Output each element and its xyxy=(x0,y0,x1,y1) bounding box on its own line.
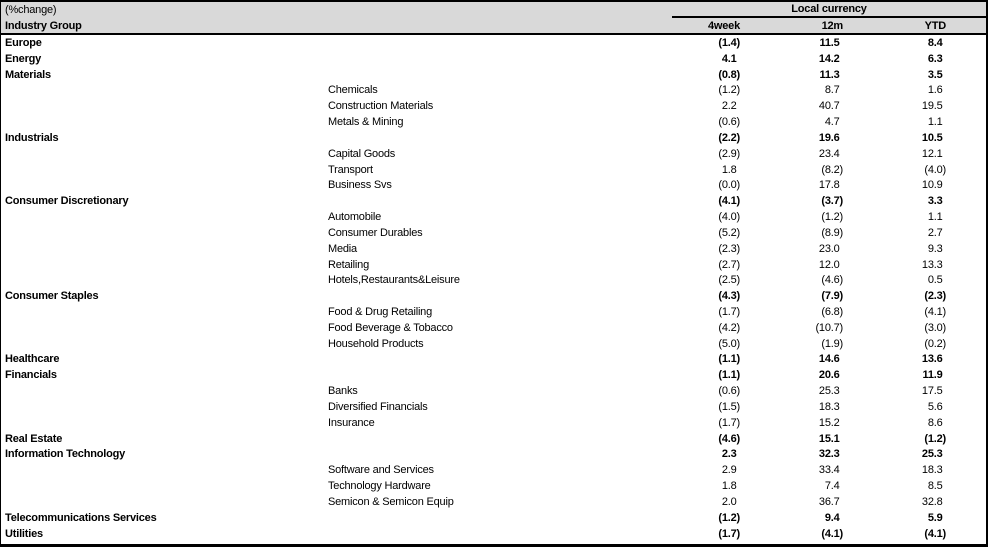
value-cell-ytd: 11.9 xyxy=(922,369,943,382)
value-cell-ytd: 5.9 xyxy=(927,511,943,524)
table-row xyxy=(1,383,986,399)
value-cell-ytd: (4.1) xyxy=(924,527,946,540)
value-cell-12m: (8.9) xyxy=(821,226,843,239)
value-cell-ytd: 2.7 xyxy=(927,226,943,239)
value-cell-12m: 25.3 xyxy=(818,385,840,398)
value-cell-12m: 14.2 xyxy=(818,52,840,65)
row-label: Europe xyxy=(5,36,42,49)
value-cell-4week: 1.8 xyxy=(721,163,737,176)
value-cell-4week: (1.5) xyxy=(718,400,740,413)
value-cell-4week: (1.7) xyxy=(718,416,740,429)
table-row xyxy=(1,209,986,225)
value-cell-ytd: 9.3 xyxy=(927,242,943,255)
value-cell-4week: (2.9) xyxy=(718,147,740,160)
column-header-4week: 4week xyxy=(707,19,740,32)
value-cell-ytd: 13.6 xyxy=(921,353,943,366)
value-cell-12m: 40.7 xyxy=(818,100,840,113)
value-cell-ytd: 1.1 xyxy=(927,116,943,129)
value-cell-ytd: 8.6 xyxy=(927,416,943,429)
value-cell-4week: (1.4) xyxy=(718,36,740,49)
value-cell-4week: (2.5) xyxy=(718,274,740,287)
table-header-top-row xyxy=(1,2,986,18)
row-label: Chemicals xyxy=(328,84,378,97)
row-label: Utilities xyxy=(5,527,43,540)
value-cell-ytd: 8.5 xyxy=(927,480,943,493)
value-cell-ytd: 10.5 xyxy=(921,131,943,144)
value-cell-12m: (8.2) xyxy=(821,163,843,176)
row-label: Food & Drug Retailing xyxy=(328,305,433,318)
value-cell-12m: 9.4 xyxy=(824,511,840,524)
value-cell-ytd: 19.5 xyxy=(921,100,943,113)
value-cell-4week: (5.2) xyxy=(718,226,740,239)
value-cell-ytd: (1.2) xyxy=(924,432,946,445)
value-cell-ytd: (2.3) xyxy=(924,290,946,303)
table-row xyxy=(1,272,986,288)
value-cell-4week: (1.7) xyxy=(718,305,740,318)
value-cell-12m: 36.7 xyxy=(818,495,840,508)
value-cell-4week: (4.0) xyxy=(718,211,740,224)
row-label: Technology Hardware xyxy=(328,480,431,493)
table-row xyxy=(1,146,986,162)
value-cell-ytd: 13.3 xyxy=(921,258,943,271)
value-cell-ytd: 5.6 xyxy=(927,400,943,413)
value-cell-4week: (5.0) xyxy=(718,337,740,350)
value-cell-4week: (0.6) xyxy=(718,385,740,398)
row-label: Metals & Mining xyxy=(328,116,404,129)
value-cell-4week: (0.8) xyxy=(718,68,740,81)
row-label: Capital Goods xyxy=(328,147,396,160)
value-cell-ytd: (4.0) xyxy=(924,163,946,176)
value-cell-ytd: (3.0) xyxy=(924,321,946,334)
row-label: Financials xyxy=(5,369,57,382)
value-cell-12m: (4.6) xyxy=(821,274,843,287)
value-cell-ytd: 1.1 xyxy=(927,211,943,224)
value-cell-ytd: 8.4 xyxy=(927,36,943,49)
value-cell-4week: (4.1) xyxy=(718,195,740,208)
value-cell-4week: (2.2) xyxy=(718,131,740,144)
value-cell-12m: 23.0 xyxy=(818,242,840,255)
table-row xyxy=(1,130,986,146)
value-cell-12m: 15.2 xyxy=(818,416,840,429)
value-cell-12m: (6.8) xyxy=(821,305,843,318)
value-cell-4week: (1.7) xyxy=(718,527,740,540)
row-label: Telecommunications Services xyxy=(5,511,157,524)
table-column-header-row xyxy=(1,18,986,35)
value-cell-ytd: 12.1 xyxy=(921,147,943,160)
row-label: Consumer Discretionary xyxy=(5,195,129,208)
table-row xyxy=(1,241,986,257)
value-cell-4week: 2.2 xyxy=(721,100,737,113)
value-cell-ytd: (4.1) xyxy=(924,305,946,318)
value-cell-ytd: 1.6 xyxy=(927,84,943,97)
value-cell-12m: (7.9) xyxy=(821,290,843,303)
value-cell-12m: 15.1 xyxy=(818,432,840,445)
value-cell-12m: (1.2) xyxy=(821,211,843,224)
value-cell-4week: 1.8 xyxy=(721,480,737,493)
value-cell-12m: (1.9) xyxy=(821,337,843,350)
table-row xyxy=(1,82,986,98)
value-cell-4week: 4.1 xyxy=(721,52,737,65)
value-cell-12m: 8.7 xyxy=(824,84,840,97)
value-cell-4week: (2.7) xyxy=(718,258,740,271)
value-cell-12m: 20.6 xyxy=(818,369,840,382)
table-row xyxy=(1,510,986,526)
value-cell-12m: 17.8 xyxy=(818,179,840,192)
table-row xyxy=(1,98,986,114)
value-cell-ytd: 10.9 xyxy=(921,179,943,192)
row-label: Semicon & Semicon Equip xyxy=(328,495,454,508)
table-row xyxy=(1,367,986,383)
value-cell-ytd: 3.5 xyxy=(927,68,943,81)
table-body xyxy=(1,35,986,542)
row-label: Banks xyxy=(328,385,358,398)
value-cell-12m: 11.3 xyxy=(819,68,840,81)
column-header-12m: 12m xyxy=(821,19,843,32)
table-row xyxy=(1,177,986,193)
row-label: Transport xyxy=(328,163,373,176)
value-cell-12m: 12.0 xyxy=(818,258,840,271)
row-label: Automobile xyxy=(328,211,382,224)
row-label: Hotels,Restaurants&Leisure xyxy=(328,274,460,287)
table-row xyxy=(1,352,986,368)
table-row xyxy=(1,431,986,447)
value-cell-4week: 2.9 xyxy=(721,464,737,477)
value-cell-12m: 19.6 xyxy=(818,131,840,144)
table-row xyxy=(1,193,986,209)
row-label: Construction Materials xyxy=(328,100,434,113)
industry-group-column-header: Industry Group xyxy=(5,19,82,32)
row-label: Media xyxy=(328,242,357,255)
value-cell-4week: (0.0) xyxy=(718,179,740,192)
table-row xyxy=(1,51,986,67)
value-cell-4week: (4.2) xyxy=(718,321,740,334)
value-cell-ytd: 0.5 xyxy=(927,274,943,287)
value-cell-4week: 2.3 xyxy=(721,448,737,461)
table-row xyxy=(1,320,986,336)
value-cell-4week: (4.6) xyxy=(718,432,740,445)
value-cell-ytd: 6.3 xyxy=(927,52,943,65)
value-cell-4week: (0.6) xyxy=(718,116,740,129)
row-label: Business Svs xyxy=(328,179,392,192)
value-cell-12m: 33.4 xyxy=(818,464,840,477)
row-label: Retailing xyxy=(328,258,370,271)
local-currency-header xyxy=(672,2,986,18)
table-row xyxy=(1,162,986,178)
table-row xyxy=(1,447,986,463)
value-cell-4week: (1.1) xyxy=(718,353,740,366)
table-row xyxy=(1,462,986,478)
row-label: Healthcare xyxy=(5,353,60,366)
table-row xyxy=(1,114,986,130)
value-cell-12m: 4.7 xyxy=(824,116,840,129)
column-header-ytd: YTD xyxy=(924,19,946,32)
table-row xyxy=(1,478,986,494)
value-cell-ytd: (0.2) xyxy=(924,337,946,350)
row-label: Household Products xyxy=(328,337,424,350)
row-label: Consumer Staples xyxy=(5,290,99,303)
table-row xyxy=(1,304,986,320)
table-row xyxy=(1,415,986,431)
value-cell-12m: 7.4 xyxy=(824,480,840,493)
value-cell-12m: 18.3 xyxy=(818,400,840,413)
row-label: Industrials xyxy=(5,131,59,144)
table-row xyxy=(1,526,986,542)
value-cell-4week: (2.3) xyxy=(718,242,740,255)
value-cell-ytd: 3.3 xyxy=(927,195,943,208)
value-cell-4week: (1.2) xyxy=(718,511,740,524)
value-cell-4week: 2.0 xyxy=(721,495,737,508)
value-cell-12m: 11.5 xyxy=(819,36,840,49)
row-label: Information Technology xyxy=(5,448,126,461)
row-label: Food Beverage & Tobacco xyxy=(328,321,453,334)
table-row xyxy=(1,336,986,352)
value-cell-12m: (10.7) xyxy=(815,321,843,334)
value-cell-12m: 23.4 xyxy=(818,147,840,160)
value-cell-ytd: 25.3 xyxy=(921,448,943,461)
value-cell-12m: (3.7) xyxy=(821,195,843,208)
row-label: Consumer Durables xyxy=(328,226,423,239)
table-row xyxy=(1,494,986,510)
table-row xyxy=(1,288,986,304)
value-cell-4week: (4.3) xyxy=(718,290,740,303)
row-label: Materials xyxy=(5,68,51,81)
row-label: Real Estate xyxy=(5,432,63,445)
table-row xyxy=(1,257,986,273)
table-row xyxy=(1,35,986,51)
value-cell-4week: (1.1) xyxy=(718,369,740,382)
row-label: Diversified Financials xyxy=(328,400,428,413)
local-currency-label: Local currency xyxy=(791,3,867,15)
value-cell-ytd: 17.5 xyxy=(921,385,943,398)
table-row xyxy=(1,399,986,415)
table-row xyxy=(1,225,986,241)
value-cell-12m: 32.3 xyxy=(818,448,840,461)
value-cell-ytd: 32.8 xyxy=(921,495,943,508)
percent-change-label: (%change) xyxy=(5,4,57,16)
row-label: Insurance xyxy=(328,416,375,429)
row-label: Software and Services xyxy=(328,464,434,477)
value-cell-12m: 14.6 xyxy=(818,353,840,366)
value-cell-12m: (4.1) xyxy=(821,527,843,540)
value-cell-ytd: 18.3 xyxy=(921,464,943,477)
value-cell-4week: (1.2) xyxy=(718,84,740,97)
table-row xyxy=(1,67,986,83)
row-label: Energy xyxy=(5,52,42,65)
